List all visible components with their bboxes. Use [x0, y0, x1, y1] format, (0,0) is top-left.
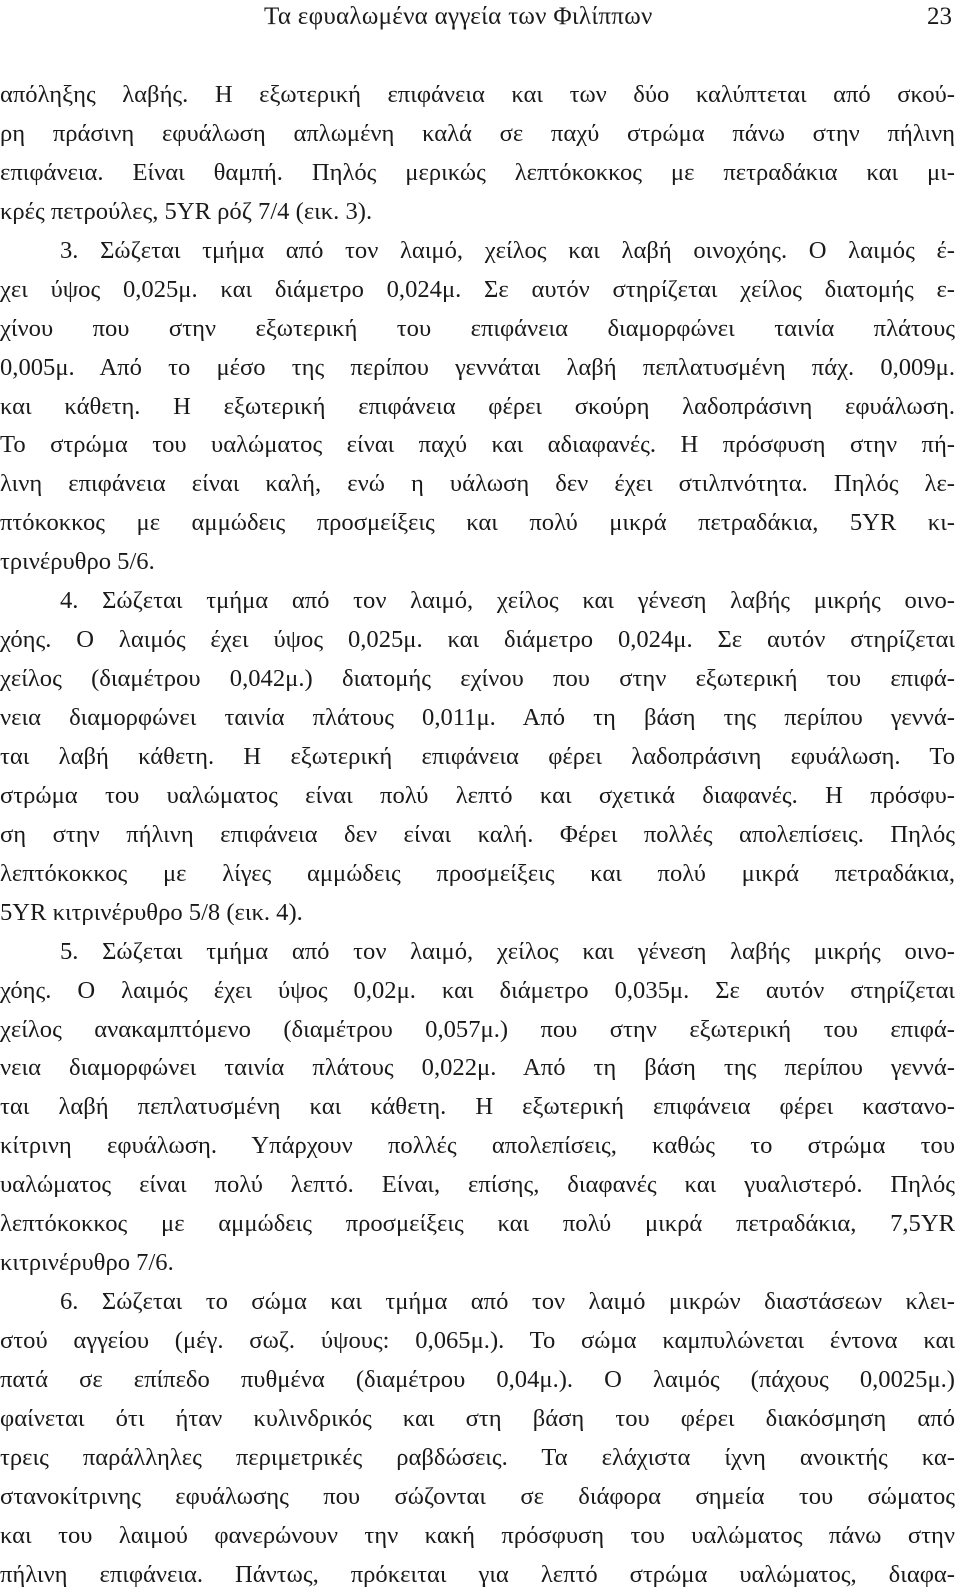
text-line: Το στρώμα του υαλώματος είναι παχύ και αδιαφανές. Η πρόσφυση στην πή- [0, 431, 955, 459]
text-line: νεια διαμορφώνει ταινία πλάτους 0,022μ. Από τη βάση της περίπου γεννά- [0, 1054, 955, 1082]
text-line: 0,005μ. Από το μέσο της περίπου γεννάται λαβή πεπλατυσμένη πάχ. 0,009μ. [0, 353, 955, 381]
text-line: και κάθετη. Η εξωτερική επιφάνεια φέρει σκούρη λαδοπράσινη εφυάλωση. [0, 392, 955, 420]
text-line: πτόκοκκος με αμμώδεις προσμείξεις και πολύ μικρά πετραδάκια, 5YR κι- [0, 509, 955, 537]
text-line: χείλος (διαμέτρου 0,042μ.) διατομής εχίνου που στην εξωτερική του επιφά- [0, 665, 955, 693]
text-line: χει ύψος 0,025μ. και διάμετρο 0,024μ. Σε αυτόν στηρίζεται χείλος διατομής ε- [0, 275, 955, 303]
text-line: και του λαιμού φανερώνουν την κακή πρόσφυση του υαλώματος πάνω στην [0, 1521, 955, 1549]
running-title: Τα εφυαλωμένα αγγεία των Φιλίππων [264, 3, 653, 30]
text-line: λεπτόκοκκος με λίγες αμμώδεις προσμείξεις και πολύ μικρά πετραδάκια, [0, 859, 955, 887]
text-line: κιτρινέρυθρο 7/6. [0, 1249, 174, 1277]
text-line: υαλώματος είναι πολύ λεπτό. Είναι, επίσης, διαφανές και γυαλιστερό. Πηλός [0, 1171, 955, 1199]
text-line: ση στην πήλινη επιφάνεια δεν είναι καλή. Φέρει πολλές απολεπίσεις. Πηλός [0, 820, 955, 848]
text-line: χίνου που στην εξωτερική του επιφάνεια διαμορφώνει ταινία πλάτους [0, 314, 955, 342]
item-6-first-line: 6. Σώζεται το σώμα και τμήμα από τον λαιμό μικρών διαστάσεων κλει- [60, 1288, 955, 1316]
text-line: 5YR κιτρινέρυθρο 5/8 (εικ. 4). [0, 898, 303, 926]
text-line: στού αγγείου (μέγ. σωζ. ύψους: 0,065μ.). Το σώμα καμπυλώνεται έντονα και [0, 1327, 955, 1354]
text-line: νεια διαμορφώνει ταινία πλάτους 0,011μ. Από τη βάση της περίπου γεννά- [0, 704, 955, 731]
text-line: κίτρινη εφυάλωση. Υπάρχουν πολλές απολεπίσεις, καθώς το στρώμα του [0, 1132, 955, 1160]
text-line: τρεις παράλληλες περιμετρικές ραβδώσεις. Τα ελάχιστα ίχνη ανοικτής κα- [0, 1443, 955, 1471]
text-line: πήλινη επιφάνεια. Πάντως, πρόκειται για λεπτό στρώμα υαλώματος, διαφα- [0, 1560, 955, 1588]
text-line: κρές πετρούλες, 5YR ρόζ 7/4 (εικ. 3). [0, 197, 373, 225]
text-line: φαίνεται ότι ήταν κυλινδρικός και στη βάση του φέρει διακόσμηση από [0, 1404, 955, 1432]
body-text [0, 76, 955, 1595]
text-line: τρινέρυθρο 5/6. [0, 548, 155, 576]
text-line: επιφάνεια. Είναι θαμπή. Πηλός μερικώς λεπτόκοκκος με πετραδάκια και μι- [0, 158, 955, 186]
text-line: λεπτόκοκκος με αμμώδεις προσμείξεις και πολύ μικρά πετραδάκια, 7,5YR [0, 1210, 955, 1238]
text-line: ρη πράσινη εφυάλωση απλωμένη καλά σε παχύ στρώμα πάνω στην πήλινη [0, 119, 955, 147]
text-line: χείλος ανακαμπτόμενο (διαμέτρου 0,057μ.) που στην εξωτερική του επιφά- [0, 1015, 955, 1043]
text-line: ται λαβή κάθετη. Η εξωτερική επιφάνεια φέρει λαδοπράσινη εφυάλωση. Το [0, 742, 955, 770]
item-4-first-line: 4. Σώζεται τμήμα από τον λαιμό, χείλος και γένεση λαβής μικρής οινο- [60, 587, 955, 615]
page-number: 23 [927, 3, 952, 30]
text-line: λινη επιφάνεια είναι καλή, ενώ η υάλωση δεν έχει στιλπνότητα. Πηλός λε- [0, 470, 955, 498]
item-5-first-line: 5. Σώζεται τμήμα από τον λαιμό, χείλος και γένεση λαβής μικρής οινο- [60, 937, 955, 965]
text-line: στρώμα του υαλώματος είναι πολύ λεπτό και σχετικά διαφανές. Η πρόσφυ- [0, 781, 955, 809]
running-header [0, 0, 960, 40]
text-line: ται λαβή πεπλατυσμένη και κάθετη. Η εξωτερική επιφάνεια φέρει καστανο- [0, 1093, 955, 1121]
text-line: πατά σε επίπεδο πυθμένα (διαμέτρου 0,04μ.). Ο λαιμός (πάχους 0,0025μ.) [0, 1365, 955, 1393]
text-line: στανοκίτρινης εφυάλωσης που σώζονται σε διάφορα σημεία του σώματος [0, 1482, 955, 1510]
item-3-first-line: 3. Σώζεται τμήμα από τον λαιμό, χείλος και λαβή οινοχόης. Ο λαιμός έ- [60, 236, 955, 264]
text-line: απόληξης λαβής. Η εξωτερική επιφάνεια και των δύο καλύπτεται από σκού- [0, 81, 955, 108]
text-line: χόης. Ο λαιμός έχει ύψος 0,02μ. και διάμετρο 0,035μ. Σε αυτόν στηρίζεται [0, 976, 955, 1004]
text-line: χόης. Ο λαιμός έχει ύψος 0,025μ. και διάμετρο 0,024μ. Σε αυτόν στηρίζεται [0, 626, 955, 654]
